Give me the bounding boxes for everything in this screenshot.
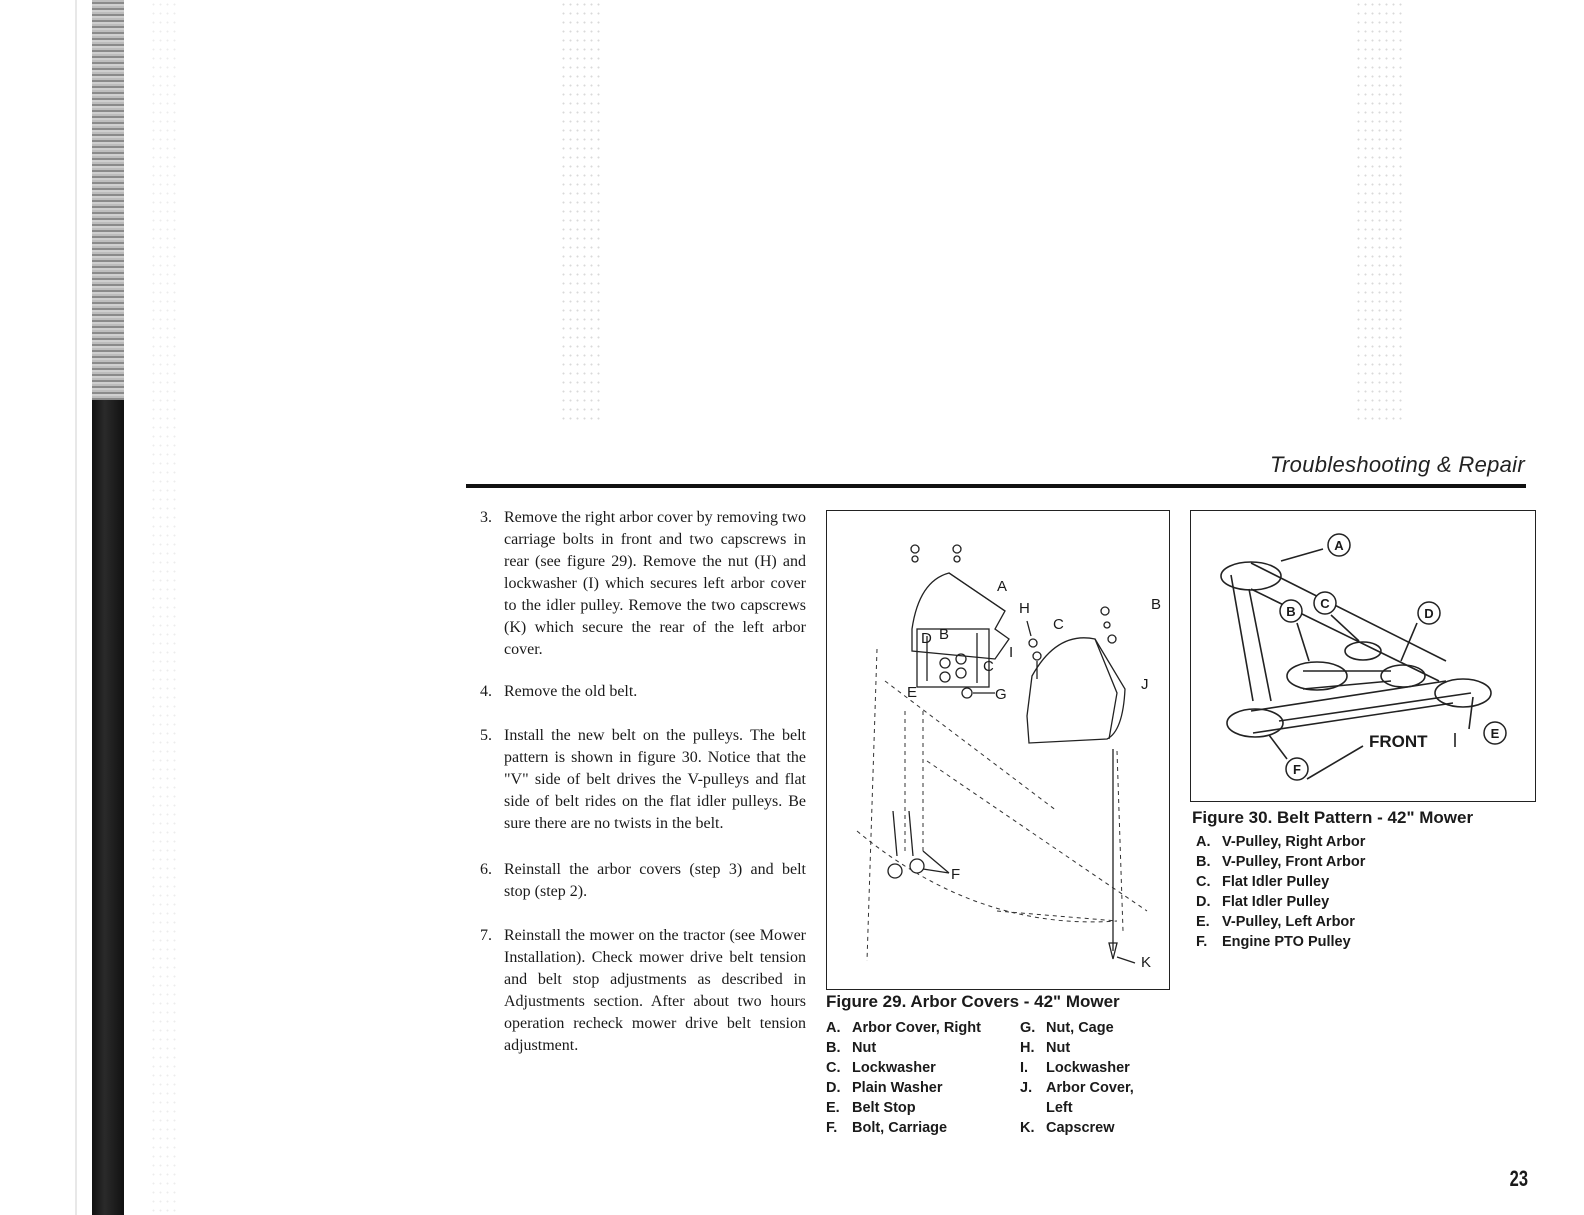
page-number: 23 <box>1509 1166 1528 1191</box>
legend-item: F. Bolt, Carriage <box>826 1120 948 1136</box>
bleed-through-speckle <box>560 0 600 420</box>
figure-29-caption: Figure 29. Arbor Covers - 42" Mower <box>826 992 1120 1011</box>
callout-e: E <box>1490 726 1500 741</box>
step-number: 6. <box>480 861 492 878</box>
legend-item: D. Flat Idler Pulley <box>1196 894 1330 910</box>
callout-b: B <box>1286 604 1296 619</box>
legend-item: C. Flat Idler Pulley <box>1196 874 1330 890</box>
callout-f: F <box>1293 762 1301 777</box>
callout-j: J <box>1141 676 1149 693</box>
figure-29-diagram <box>826 510 1170 990</box>
callout-f: F <box>951 866 961 883</box>
legend-item: D. Plain Washer <box>826 1080 943 1096</box>
front-label: FRONT <box>1369 732 1428 751</box>
legend-item: H. Nut <box>1020 1040 1071 1056</box>
figure-30-caption: Figure 30. Belt Pattern - 42" Mower <box>1192 808 1474 827</box>
pulley-b <box>1287 662 1347 690</box>
pulley-e <box>1435 679 1491 707</box>
callout-d: D <box>1424 606 1434 621</box>
figure-29-legend-left <box>826 1018 981 1138</box>
step-number: 5. <box>480 727 492 744</box>
callout-b: B <box>1151 596 1162 613</box>
callout-c: C <box>1053 616 1064 633</box>
legend-item: B. V-Pulley, Front Arbor <box>1196 854 1366 870</box>
step-text: Install the new belt on the pulleys. The belt pattern is shown in figure 30. Notice that the "V" side of belt drives the V-pulleys and flat side of belt rides on the flat idler pulleys. Be sure there are no twists in the belt. <box>504 727 806 832</box>
figure-30-diagram <box>1190 510 1536 802</box>
step-number: 4. <box>480 683 492 700</box>
legend-item: E. V-Pulley, Left Arbor <box>1196 914 1355 930</box>
legend-item: A. Arbor Cover, Right <box>826 1020 981 1036</box>
pulley-d <box>1381 665 1425 687</box>
legend-item: A. V-Pulley, Right Arbor <box>1196 834 1366 850</box>
legend-item: B. Nut <box>826 1040 877 1056</box>
step-number: 7. <box>480 927 492 944</box>
legend-item: G. Nut, Cage <box>1020 1020 1114 1036</box>
figure-30-legend <box>1196 832 1365 952</box>
callout-a: A <box>1334 538 1344 553</box>
section-title: Troubleshooting & Repair <box>1269 452 1525 477</box>
binding-shadow-light <box>92 0 124 400</box>
legend-item: F. Engine PTO Pulley <box>1196 934 1351 950</box>
callout-c: C <box>1320 596 1330 611</box>
step-4 <box>466 681 806 703</box>
step-text: Remove the right arbor cover by removing two carriage bolts in front and two capscrews in rear (see figure 29). Remove the nut (H) and lockwasher (I) which secures left arbor cover to the idler pulley. Remove the two capscrews (K) which secure the rear of the left arbor cover. <box>504 509 806 658</box>
callout-b: B <box>939 626 950 643</box>
step-text: Remove the old belt. <box>504 683 638 700</box>
bleed-through-speckle <box>150 0 180 1215</box>
step-text: Reinstall the mower on the tractor (see Mower Installation). Check mower drive belt tension and belt stop adjustments as described in Adjustments section. After about two hours operation recheck mower drive belt tension adjustment. <box>504 927 806 1054</box>
header-rule <box>466 484 1526 488</box>
callout-h: H <box>1019 600 1030 617</box>
pulley-a <box>1221 562 1281 590</box>
figure-29-legend-right <box>1020 1018 1134 1138</box>
legend-item: J. Arbor Cover, <box>1020 1080 1134 1096</box>
legend-item: K. Capscrew <box>1020 1120 1115 1136</box>
arbor-covers-illustration <box>827 511 1169 989</box>
callout-e: E <box>907 684 918 701</box>
page-edge <box>75 0 77 1215</box>
legend-item: Left <box>1046 1100 1073 1116</box>
step-3 <box>466 507 806 661</box>
callout-a: A <box>997 578 1008 595</box>
instruction-steps <box>466 507 806 1077</box>
callout-g: G <box>995 686 1007 703</box>
legend-item: E. Belt Stop <box>826 1100 916 1116</box>
legend-item: I. Lockwasher <box>1020 1060 1130 1076</box>
pulley-c <box>1345 642 1381 660</box>
step-6 <box>466 859 806 903</box>
step-5 <box>466 725 806 835</box>
bleed-through-speckle <box>1355 0 1405 420</box>
step-7 <box>466 925 806 1057</box>
legend-item: C. Lockwasher <box>826 1060 936 1076</box>
step-number: 3. <box>480 509 492 526</box>
callout-c: C <box>983 658 994 675</box>
callout-d: D <box>921 630 932 647</box>
step-text: Reinstall the arbor covers (step 3) and belt stop (step 2). <box>504 861 806 900</box>
belt-pattern-illustration <box>1191 511 1535 801</box>
callout-k: K <box>1141 954 1152 971</box>
callout-i: I <box>1009 644 1014 661</box>
